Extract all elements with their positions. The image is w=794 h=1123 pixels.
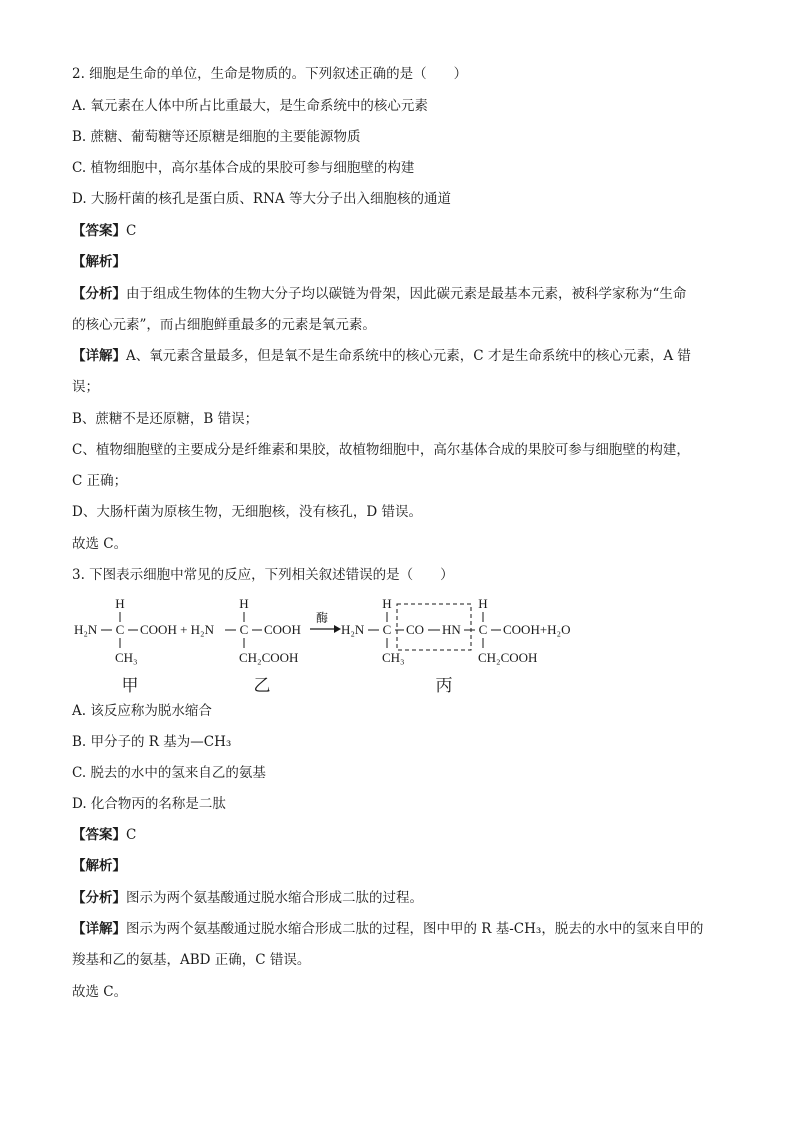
q2-option-c: C. 植物细胞中，高尔基体合成的果胶可参与细胞壁的构建 bbox=[72, 160, 415, 176]
q2-detail-line6: D、大肠杆菌为原核生物，无细胞核，没有核孔，D 错误。 bbox=[72, 504, 422, 520]
yi-cooh: COOH bbox=[264, 622, 301, 637]
analysis-text: 图示为两个氨基酸通过脱水缩合形成二肽的过程。 bbox=[126, 890, 423, 906]
q3-jiexi-heading: 【解析】 bbox=[72, 858, 126, 874]
jia-h: H bbox=[115, 596, 125, 611]
label-bing: 丙 bbox=[435, 676, 453, 695]
reaction-diagram bbox=[0, 592, 794, 702]
bing-ch2cooh: CH₂COOH bbox=[478, 650, 538, 665]
q2-option-d: D. 大肠杆菌的核孔是蛋白质、RNA 等大分子出入细胞核的通道 bbox=[72, 191, 451, 207]
q2-analysis-line1 bbox=[72, 284, 686, 304]
q3-stem: 3. 下图表示细胞中常见的反应，下列相关叙述错误的是（ ） bbox=[72, 567, 454, 583]
bing-cooh-h2o: COOH+H₂O bbox=[503, 622, 571, 637]
analysis-tag: 【分析】 bbox=[72, 890, 126, 906]
answer-value: C bbox=[126, 827, 137, 843]
q3-option-b: B. 甲分子的 R 基为—CH₃ bbox=[72, 734, 232, 750]
jia-ch3: CH₃ bbox=[115, 650, 138, 665]
enzyme-label: 酶 bbox=[315, 611, 329, 625]
bing-h2n: H₂N bbox=[341, 622, 365, 637]
answer-tag: 【答案】 bbox=[72, 223, 126, 239]
yi-c: C bbox=[239, 622, 249, 637]
q2-detail-line2: 误； bbox=[72, 379, 99, 395]
bing-c2: C bbox=[478, 622, 488, 637]
q2-analysis-line2: 的核心元素”，而占细胞鲜重最多的元素是氧元素。 bbox=[72, 317, 376, 333]
bing-h2: H bbox=[478, 596, 488, 611]
q2-detail-line3: B、蔗糖不是还原糖，B 错误； bbox=[72, 411, 259, 427]
detail-text: 图示为两个氨基酸通过脱水缩合形成二肽的过程，图中甲的 R 基-CH₃，脱去的水中的氢来自甲的 bbox=[126, 921, 704, 937]
q2-jiexi-heading: 【解析】 bbox=[72, 254, 126, 270]
q3-conclusion: 故选 C。 bbox=[72, 984, 128, 1000]
q2-detail-line1 bbox=[72, 346, 691, 366]
q2-detail-line4: C、植物细胞壁的主要成分是纤维素和果胶，故植物细胞中，高尔基体合成的果胶可参与细胞壁的构建， bbox=[72, 442, 690, 458]
q3-analysis bbox=[72, 888, 423, 908]
analysis-tag: 【分析】 bbox=[72, 286, 126, 302]
jia-h2n: H₂N bbox=[74, 622, 98, 637]
q2-conclusion: 故选 C。 bbox=[72, 536, 128, 552]
q2-option-b: B. 蔗糖、葡萄糖等还原糖是细胞的主要能源物质 bbox=[72, 129, 361, 145]
answer-tag: 【答案】 bbox=[72, 827, 126, 843]
answer-value: C bbox=[126, 223, 137, 239]
yi-ch2cooh: CH₂COOH bbox=[239, 650, 299, 665]
label-jia: 甲 bbox=[121, 676, 139, 695]
yi-h: H bbox=[239, 596, 249, 611]
bing-h1: H bbox=[382, 596, 392, 611]
analysis-text: 由于组成生物体的生物大分子均以碳链为骨架，因此碳元素是最基本元素，被科学家称为“生命 bbox=[126, 286, 687, 302]
q2-stem: 2. 细胞是生命的单位，生命是物质的。下列叙述正确的是（ ） bbox=[72, 66, 468, 82]
bing-co: CO bbox=[406, 622, 425, 637]
q3-answer bbox=[72, 825, 136, 845]
q2-detail-line5: C 正确； bbox=[72, 473, 128, 489]
jia-cooh-plus-h2n: COOH + H₂N bbox=[140, 622, 214, 637]
bing-c1: C bbox=[382, 622, 392, 637]
q3-option-a: A. 该反应称为脱水缩合 bbox=[72, 703, 212, 719]
label-yi: 乙 bbox=[253, 676, 271, 695]
q3-option-d: D. 化合物丙的名称是二肽 bbox=[72, 796, 226, 812]
detail-tag: 【详解】 bbox=[72, 921, 126, 937]
jia-c: C bbox=[115, 622, 125, 637]
reaction-arrow-icon bbox=[334, 625, 341, 633]
q2-option-a: A. 氧元素在人体中所占比重最大，是生命系统中的核心元素 bbox=[72, 98, 428, 114]
detail-text: A、氧元素含量最多，但是氧不是生命系统中的核心元素，C 才是生命系统中的核心元素，A 错 bbox=[126, 348, 691, 364]
bing-hn: HN bbox=[442, 622, 461, 637]
detail-tag: 【详解】 bbox=[72, 348, 126, 364]
q3-detail-line2: 羧基和乙的氨基，ABD 正确，C 错误。 bbox=[72, 952, 311, 968]
q2-answer bbox=[72, 221, 136, 241]
bing-ch3: CH₃ bbox=[382, 650, 405, 665]
q3-detail-line1 bbox=[72, 919, 703, 939]
q3-option-c: C. 脱去的水中的氢来自乙的氨基 bbox=[72, 765, 266, 781]
